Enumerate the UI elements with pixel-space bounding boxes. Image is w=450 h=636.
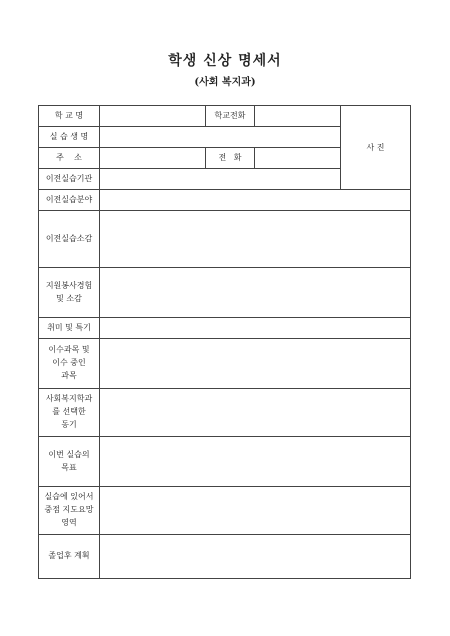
student-info-form bbox=[38, 105, 411, 579]
school-phone-field[interactable] bbox=[255, 106, 341, 127]
phone-field[interactable] bbox=[255, 148, 341, 169]
prev-field-label: 이전실습분야 bbox=[39, 190, 100, 211]
guidance-field[interactable] bbox=[100, 487, 411, 535]
future-plan-label: 졸업후 계획 bbox=[39, 535, 100, 579]
guidance-label bbox=[39, 487, 100, 535]
volunteer-label bbox=[39, 268, 100, 318]
volunteer-label-line2: 및 소감 bbox=[56, 293, 82, 303]
guidance-label-line1: 실습에 있어서 bbox=[44, 492, 94, 502]
prev-field-field[interactable] bbox=[100, 190, 411, 211]
courses-label-line2: 이수 중인 bbox=[52, 358, 86, 368]
motive-field[interactable] bbox=[100, 389, 411, 437]
prev-institution-label: 이전실습기관 bbox=[39, 169, 100, 190]
prev-impression-field[interactable] bbox=[100, 211, 411, 268]
document-subtitle: (사회 복지과) bbox=[194, 77, 256, 88]
hobby-field[interactable] bbox=[100, 318, 411, 339]
guidance-label-line2: 중점 지도요망 bbox=[44, 505, 94, 515]
address-label: 주 소 bbox=[39, 148, 100, 169]
student-name-label: 실 습 생 명 bbox=[39, 127, 100, 148]
prev-institution-field[interactable] bbox=[100, 169, 341, 190]
school-phone-label: 학교전화 bbox=[206, 106, 255, 127]
hobby-label: 취미 및 특기 bbox=[39, 318, 100, 339]
photo-label: 사 진 bbox=[366, 143, 385, 152]
motive-label-line1: 사회복지학과 bbox=[45, 394, 93, 404]
student-name-field[interactable] bbox=[100, 127, 341, 148]
motive-label bbox=[39, 389, 100, 437]
courses-label bbox=[39, 339, 100, 389]
photo-box[interactable] bbox=[341, 106, 411, 190]
courses-label-line3: 과목 bbox=[61, 370, 77, 380]
address-field[interactable] bbox=[100, 148, 206, 169]
goal-label-line1: 이번 실습의 bbox=[48, 449, 90, 459]
school-name-field[interactable] bbox=[100, 106, 206, 127]
courses-field[interactable] bbox=[100, 339, 411, 389]
motive-label-line2: 를 선택한 bbox=[52, 407, 86, 417]
school-name-label: 학 교 명 bbox=[39, 106, 100, 127]
guidance-label-line3: 영역 bbox=[61, 517, 77, 527]
volunteer-label-line1: 지원봉사경험 bbox=[45, 280, 93, 290]
courses-label-line1: 이수과목 및 bbox=[48, 345, 90, 355]
goal-field[interactable] bbox=[100, 437, 411, 487]
document-title: 학생 신상 명세서 bbox=[168, 53, 282, 69]
motive-label-line3: 동기 bbox=[61, 419, 77, 429]
goal-label-line2: 목표 bbox=[61, 462, 77, 472]
future-plan-field[interactable] bbox=[100, 535, 411, 579]
phone-label: 전 화 bbox=[206, 148, 255, 169]
goal-label bbox=[39, 437, 100, 487]
prev-impression-label: 이전실습소감 bbox=[39, 211, 100, 268]
volunteer-field[interactable] bbox=[100, 268, 411, 318]
